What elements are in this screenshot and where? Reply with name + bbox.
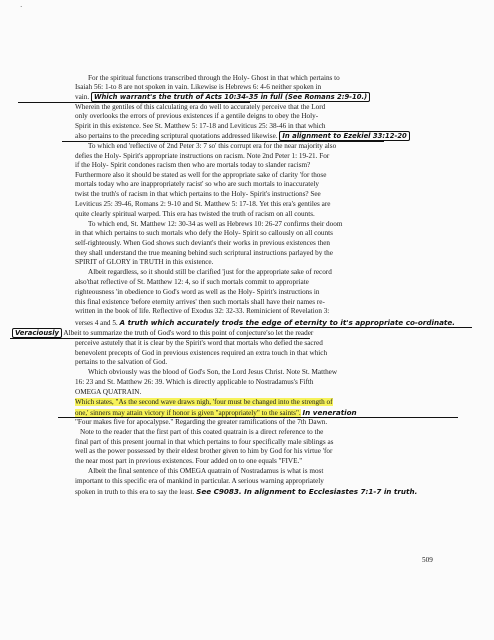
text-line: if the Holy- Spirit condones racism then who are mortals today to slander racism? xyxy=(75,161,311,169)
text-line: Which obviously was the blood of God's Son, the Lord Jesus Christ. Note St. Matthew xyxy=(88,368,338,376)
text-line: righteousness 'in obedience to God's word as well as the Holy- Spirit's instructions in xyxy=(75,288,320,296)
handwritten-note-ezekiel: In alignment to Ezekiel 33:12-20 xyxy=(279,131,409,141)
handwritten-note-ecclesiastes: See C9083. In alignment to Ecclesiastes 7:1-7 in truth. xyxy=(196,487,418,496)
highlighted-text: Which states, "As the second wave draws nigh, 'four must be changed into the strength of xyxy=(75,398,333,406)
handwritten-note-acts: Which warrant's the truth of Acts 10:34-35 in full (See Romans 2:9-10.) xyxy=(91,92,370,102)
text-line: Albeit regardless, so it should still be clarified 'just for the appropriate sake of record xyxy=(88,268,332,276)
text-line-with-note xyxy=(75,487,417,497)
text-line: Wherein the gentiles of this calculating era do well to accurately perceive that the Lord xyxy=(75,103,326,111)
hand-underline xyxy=(18,102,250,103)
text-line: perceive astutely that it is clear by the Spirit's word that mortals who defied the sacred xyxy=(75,339,323,347)
text-fragment: verses 4 and 5. xyxy=(75,319,118,327)
text-line: mortals today who are inappropriately racist' so who are such mortals to inaccurately xyxy=(75,180,319,188)
text-fragment: vain. xyxy=(75,93,90,101)
text-line: Albeit the final sentence of this OMEGA quatrain of Nostradamus is what is most xyxy=(88,467,324,475)
text-line: the near most part in previous existences. Four added on to one equals "FIVE." xyxy=(75,457,303,465)
text-line: Isaiah 56: 1-to 8 are not spoken in vain. Likewise is Hebrews 6: 4-6 neither spoken in xyxy=(75,83,322,91)
text-line: well as the power possessed by their eldest brother given to him by God for his virtue 'for xyxy=(75,447,333,455)
text-line: only overlooks the errors of previous existences if a gentile deigns to obey the Holy- xyxy=(75,112,319,120)
text-line: important to this specific era of mankind in particular. A serious warning appropriately xyxy=(75,477,324,485)
text-line: 16: 23 and St. Matthew 26: 39. Which is directly applicable to Nostradamus's Fifth xyxy=(75,378,314,386)
text-line: "Four makes five for apocalypse." Regarding the greater ramifications of the 7th Dawn. xyxy=(75,418,328,426)
hand-underline xyxy=(62,141,384,142)
text-line: OMEGA QUATRAIN. xyxy=(75,388,142,396)
handwritten-note-veraciously: Veraciously xyxy=(12,328,62,338)
highlighted-quote-line xyxy=(75,398,333,407)
text-line: self-righteously. When God shows such deviant's their works in previous existences then xyxy=(75,239,331,247)
text-line: in that which pertains to such mortals who defy the Holy- Spirit so callously on all counts xyxy=(75,229,333,237)
corner-mark: · xyxy=(20,3,23,11)
text-line: Note to the reader that the first part of this coated quatrain is a direct reference to the xyxy=(80,428,324,436)
text-line: quite clearly spiritual warped. This era has twisted the truth of racism on all counts. xyxy=(75,210,315,218)
text-line: To which end 'reflective of 2nd Peter 3: 7 so' this corrupt era for the near majority also xyxy=(88,142,337,150)
text-line: also'that reflective of St. Matthew 12: 4, so if such mortals commit to appropriate xyxy=(75,278,309,286)
text-line: For the spiritual functions transcribed through the Holy- Ghost in that which pertains to xyxy=(88,74,340,82)
text-line: benevolent precepts of God in previous existences required an extra touch in that which xyxy=(75,349,328,357)
hand-underline xyxy=(58,417,458,418)
text-line: they shall understand the true meaning behind such scriptural instructions parlayed by the xyxy=(75,249,333,257)
text-line: To which end, St. Matthew 12: 30-34 as well as Hebrews 10: 26-27 confirms their doom xyxy=(88,220,343,228)
text-line: defies the Holy- Spirit's appropriate instructions on racism. Note 2nd Peter 1: 19-21. For xyxy=(75,152,330,160)
text-line: Furthermore also it should be stated as well for the appropriate sake of clarity 'for those xyxy=(75,171,327,179)
text-line-with-note xyxy=(75,132,410,141)
handwritten-note-veneration: In veneration xyxy=(302,408,357,417)
highlighted-text: one,' sinners may attain victory if honor is given "appropriately" to the saints". xyxy=(75,409,301,417)
handwritten-note-eternity: A truth which accurately trods the edge of eternity to it's appropriate co-ordinate. xyxy=(119,318,455,327)
text-line-with-note xyxy=(75,93,370,102)
text-line: twist the truth's of racism in that which pertains to the Holy- Spirit's instructions? See xyxy=(75,190,321,198)
hand-underline xyxy=(240,327,472,328)
text-line: Spirit in this existence. See St. Matthew 5: 17-18 and Leviticus 25: 38-46 in that which xyxy=(75,122,326,130)
text-line: Leviticus 25: 39-46, Romans 2: 9-10 and St. Matthew 5: 17-18. Yet this era's gentiles are xyxy=(75,200,331,208)
hand-underline xyxy=(10,338,310,339)
text-fragment: also pertains to the preceding scriptural quotations addressed likewise. xyxy=(75,132,278,140)
text-fragment: Albeit to summarize the truth of God's word to this point of conjecture'so let the reader xyxy=(63,329,314,337)
text-line: this final existence 'before eternity arrives' then such mortals shall have their names re- xyxy=(75,298,325,306)
text-line: final part of this present journal in that which pertains to four specifically male siblings as xyxy=(75,438,334,446)
text-line: written in the book of life. Reflective of Exodus 32: 32-33. Reminicient of Revelation 3: xyxy=(75,307,330,315)
text-line: pertains to the salvation of God. xyxy=(75,358,168,366)
text-fragment: spoken in truth to this era to say the least. xyxy=(75,488,195,496)
page-number: 509 xyxy=(422,556,433,564)
text-line: SPIRIT of GLORY in TRUTH in this existence. xyxy=(75,258,214,266)
text-line-with-note xyxy=(12,329,313,338)
